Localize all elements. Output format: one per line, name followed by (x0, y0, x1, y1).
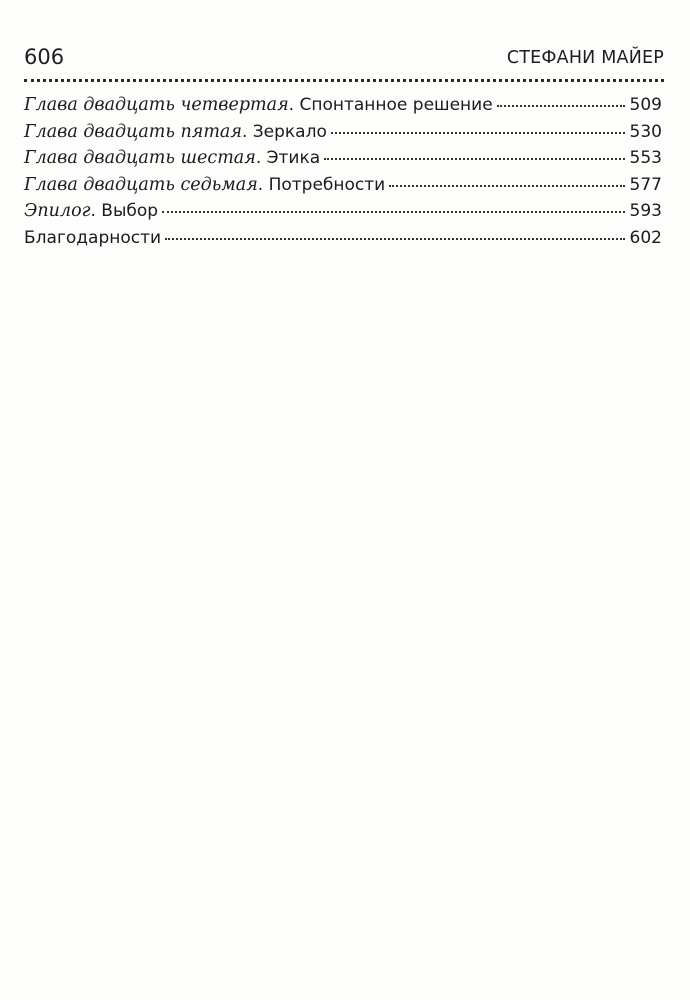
dot-leader (162, 207, 625, 213)
header-dotted-rule (24, 79, 664, 82)
entry-title (24, 119, 327, 146)
toc-entry-acknowledgements (24, 225, 662, 252)
dot-leader (331, 128, 625, 134)
running-head-author: СТЕФАНИ МАЙЕР (506, 48, 664, 68)
entry-title (24, 225, 161, 252)
toc-entry-epilogue (24, 198, 662, 225)
toc-entry-chapter-26 (24, 145, 662, 172)
entry-page-number: 593 (629, 201, 662, 222)
dot-leader (389, 181, 624, 187)
entry-title (24, 198, 158, 225)
entry-page-number: 602 (629, 227, 662, 248)
dot-leader (165, 234, 624, 240)
entry-chapter-name: . Этика (255, 148, 321, 169)
entry-page-number: 509 (629, 95, 662, 115)
entry-chapter-name: Благодарности (24, 227, 162, 248)
entry-title (24, 172, 385, 199)
entry-chapter-label: Глава двадцать четвертая (24, 95, 289, 115)
page-header (24, 43, 664, 77)
entry-page-number: 553 (629, 148, 662, 169)
toc-entry-chapter-24 (24, 92, 662, 119)
entry-chapter-name: . Зеркало (241, 121, 327, 142)
toc-entry-chapter-27 (24, 172, 662, 199)
entry-chapter-label: Глава двадцать шестая (24, 148, 256, 169)
entry-title (24, 145, 320, 172)
entry-page-number: 530 (629, 121, 662, 142)
entry-chapter-name: . Выбор (90, 201, 159, 222)
entry-page-number: 577 (629, 174, 662, 195)
dot-leader (497, 101, 625, 107)
entry-chapter-name: . Спонтанное решение (288, 95, 493, 115)
entry-chapter-label: Эпилог (24, 201, 91, 222)
entry-chapter-label: Глава двадцать пятая (24, 121, 242, 142)
toc-entry-chapter-25 (24, 119, 662, 146)
entry-title (24, 92, 493, 119)
table-of-contents (24, 92, 662, 252)
entry-chapter-label: Глава двадцать седьмая (24, 174, 258, 195)
dot-leader (324, 154, 624, 160)
page-number: 606 (24, 45, 65, 69)
entry-chapter-name: . Потребности (257, 174, 386, 195)
